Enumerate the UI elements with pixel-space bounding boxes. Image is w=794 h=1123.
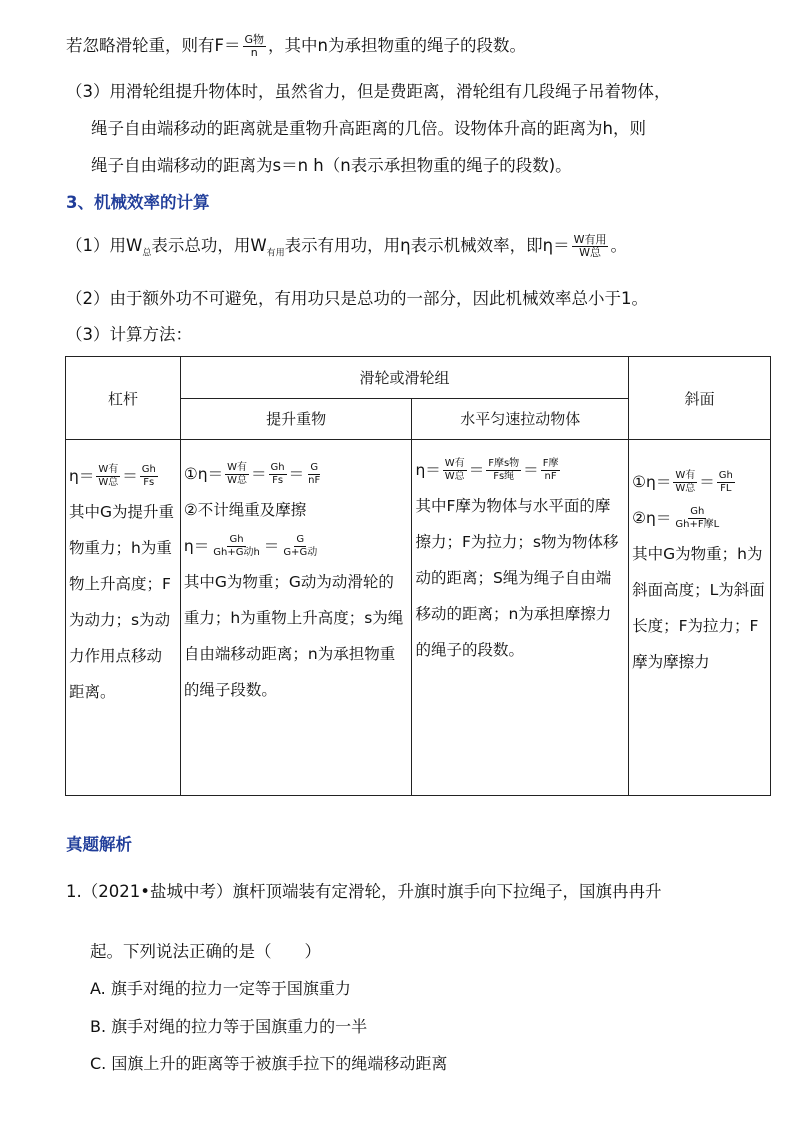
intro-line-3: 绳子自由端移动的距离就是重物升高距离的几倍。设物体升高的距离为h，则 xyxy=(91,119,646,138)
lift-formula-1: ①η＝ $\frac{\text{W有}}{\text{W总}}$ ＝ $\frac{Gh}{Fs}$ ＝ $\frac{G}{nF}$ xyxy=(183,461,321,486)
cell-slope xyxy=(629,440,771,796)
intro-line-4: 绳子自由端移动的距离为s＝n h（n表示承担物重的绳子的段数)。 xyxy=(91,156,572,175)
cell-drag xyxy=(412,440,629,796)
slope-formula-1: ①η＝ $\frac{\text{W有}}{\text{W总}}$ ＝ $\frac{Gh}{FL}$ xyxy=(632,469,733,494)
header-pulley: 滑轮或滑轮组 xyxy=(180,357,628,399)
question-1-line-1: 1.（2021•盐城中考）旗杆顶端装有定滑轮，升旗时旗手向下拉绳子，国旗冉冉升 xyxy=(66,882,662,901)
intro-line-1: 若忽略滑轮重，则有F＝ $\frac{\text{G物}}{n}$ ，其中n为承担物重的绳子的段数。 xyxy=(66,33,526,59)
header-slope: 斜面 xyxy=(629,357,771,440)
section3-para-3: （3）计算方法： xyxy=(66,325,192,344)
lever-explanation: 其中G为提升重物重力；h为重物上升高度；F为动力；s为动力作用点移动距离。 xyxy=(69,503,175,701)
slope-formula-2: ②η＝ $\frac{Gh}{\text{Gh+F摩L}}$ xyxy=(632,505,720,530)
question-1-line-2: 起。下列说法正确的是（ ） xyxy=(90,942,321,961)
section-heading-efficiency: 3、机械效率的计算 xyxy=(66,193,210,212)
option-c: C. 国旗上升的距离等于被旗手拉下的绳端移动距离 xyxy=(90,1054,448,1073)
header-lift: 提升重物 xyxy=(180,398,412,440)
drag-formula: η＝ $\frac{\text{W有}}{\text{W总}}$ ＝ $\frac{\text{F摩s物}}{\text{Fs绳}}$ ＝ $\frac{\text{F摩}}{nF}$ xyxy=(415,457,559,482)
lift-condition: ②不计绳重及摩擦 xyxy=(183,501,307,519)
section3-para-2: （2）由于额外功不可避免，有用功只是总功的一部分，因此机械效率总小于1。 xyxy=(66,289,648,308)
lift-explanation: 其中G为物重；G动为动滑轮的重力；h为重物上升高度；s为绳自由端移动距离；n为承担物重的绳子段数。 xyxy=(183,573,404,699)
section3-para-1: （1）用$W_总$表示总功，用$W_{有用}$表示有用功，用η表示机械效率，即η＝ $\frac{\text{W有用}}{\text{W总}}$ 。 xyxy=(66,233,627,259)
section-heading-exam: 真题解析 xyxy=(66,835,132,854)
fraction-efficiency: $\frac{\text{W有用}}{\text{W总}}$ xyxy=(573,233,607,259)
fraction-g-over-n: $\frac{\text{G物}}{n}$ xyxy=(244,33,265,59)
cell-lift xyxy=(180,440,412,796)
lever-formula: η＝ $\frac{\text{W有}}{\text{W总}}$ ＝ $\frac{Gh}{Fs}$ xyxy=(69,463,156,488)
lift-formula-2: η＝ $\frac{Gh}{\text{Gh+G动h}}$ ＝ $\frac{G}{\text{G+G动}}$ xyxy=(183,533,318,558)
cell-lever xyxy=(66,440,181,796)
option-a: A. 旗手对绳的拉力一定等于国旗重力 xyxy=(90,979,351,998)
header-drag: 水平匀速拉动物体 xyxy=(412,398,629,440)
efficiency-table xyxy=(65,356,771,796)
drag-explanation: 其中F摩为物体与水平面的摩擦力；F为拉力；s物为物体移动的距离；S绳为绳子自由端移动的距离；n为承担摩擦力的绳子的段数。 xyxy=(415,497,619,659)
option-b: B. 旗手对绳的拉力等于国旗重力的一半 xyxy=(90,1017,368,1036)
header-lever: 杠杆 xyxy=(66,357,181,440)
slope-explanation: 其中G为物重；h为斜面高度；L为斜面长度；F为拉力；F摩为摩擦力 xyxy=(632,545,765,671)
intro-line-2: （3）用滑轮组提升物体时，虽然省力，但是费距离，滑轮组有几段绳子吊着物体， xyxy=(66,82,671,101)
